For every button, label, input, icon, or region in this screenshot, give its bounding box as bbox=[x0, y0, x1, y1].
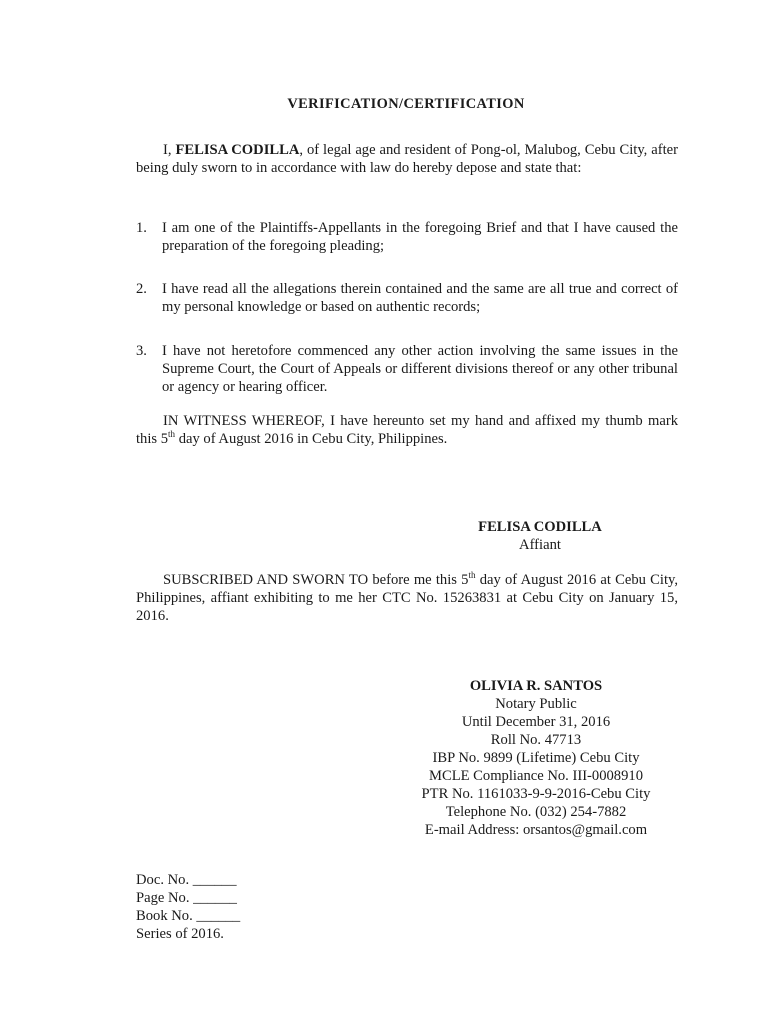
list-item-number: 2. bbox=[136, 281, 147, 297]
notary-telephone: Telephone No. (032) 254-7882 bbox=[445, 804, 627, 820]
list-item-text: I have not heretofore commenced any other action involving the same issues in the Supreme Court, the Court of Appeals or different divisions thereof or any other tribunal or agency or hearing officer. bbox=[162, 343, 678, 395]
list-item-text: I have read all the allegations therein contained and the same are all true and correct of my personal knowledge or based on authentic records; bbox=[162, 281, 678, 315]
affiant-name: FELISA CODILLA bbox=[478, 519, 602, 535]
notary-roll: Roll No. 47713 bbox=[490, 732, 582, 748]
list-item-text: I am one of the Plaintiffs-Appellants in the foregoing Brief and that I have caused the preparation of the foregoing pleading; bbox=[162, 220, 678, 254]
subscribed-paragraph bbox=[136, 571, 678, 625]
document-title: VERIFICATION/CERTIFICATION bbox=[287, 96, 525, 112]
witness-post: day of August 2016 in Cebu City, Philippines. bbox=[175, 431, 448, 447]
list-item-number: 1. bbox=[136, 220, 147, 236]
subscribed-post: day of August 2016 at Cebu City, Philippines, affiant exhibiting to me her CTC No. 15263831 at Cebu City on January 15, 2016. bbox=[136, 572, 678, 624]
notary-ptr: PTR No. 1161033-9-9-2016-Cebu City bbox=[421, 786, 651, 802]
notary-title: Notary Public bbox=[495, 696, 577, 712]
series-year: Series of 2016. bbox=[136, 926, 224, 942]
witness-paragraph bbox=[136, 412, 678, 448]
book-number: Book No. ______ bbox=[136, 908, 241, 924]
list-item-number: 3. bbox=[136, 343, 147, 359]
doc-number: Doc. No. ______ bbox=[136, 872, 237, 888]
witness-pre: IN WITNESS WHEREOF, I have hereunto set my hand and affixed my thumb mark this 5 bbox=[136, 413, 678, 447]
notary-email: E-mail Address: orsantos@gmail.com bbox=[424, 822, 648, 838]
affiant-role: Affiant bbox=[519, 537, 561, 553]
notarial-register-block bbox=[136, 871, 436, 943]
intro-pre: I, bbox=[163, 142, 176, 158]
intro-paragraph bbox=[136, 141, 678, 177]
notary-ibp: IBP No. 9899 (Lifetime) Cebu City bbox=[432, 750, 640, 766]
notary-mcle: MCLE Compliance No. III-0008910 bbox=[428, 768, 643, 784]
intro-post: , of legal age and resident of Pong-ol, Malubog, Cebu City, after being duly sworn to in accordance with law do hereby depose and state that: bbox=[136, 142, 678, 176]
notary-block bbox=[370, 677, 702, 839]
witness-sup: th bbox=[168, 429, 176, 440]
notary-name: OLIVIA R. SANTOS bbox=[469, 678, 603, 694]
subscribed-sup: th bbox=[468, 570, 476, 581]
intro-name: FELISA CODILLA bbox=[175, 142, 300, 158]
notary-commission: Until December 31, 2016 bbox=[461, 714, 611, 730]
subscribed-pre: SUBSCRIBED AND SWORN TO before me this 5 bbox=[163, 572, 469, 588]
affiant-signature-block bbox=[440, 518, 640, 554]
page-number: Page No. ______ bbox=[136, 890, 237, 906]
